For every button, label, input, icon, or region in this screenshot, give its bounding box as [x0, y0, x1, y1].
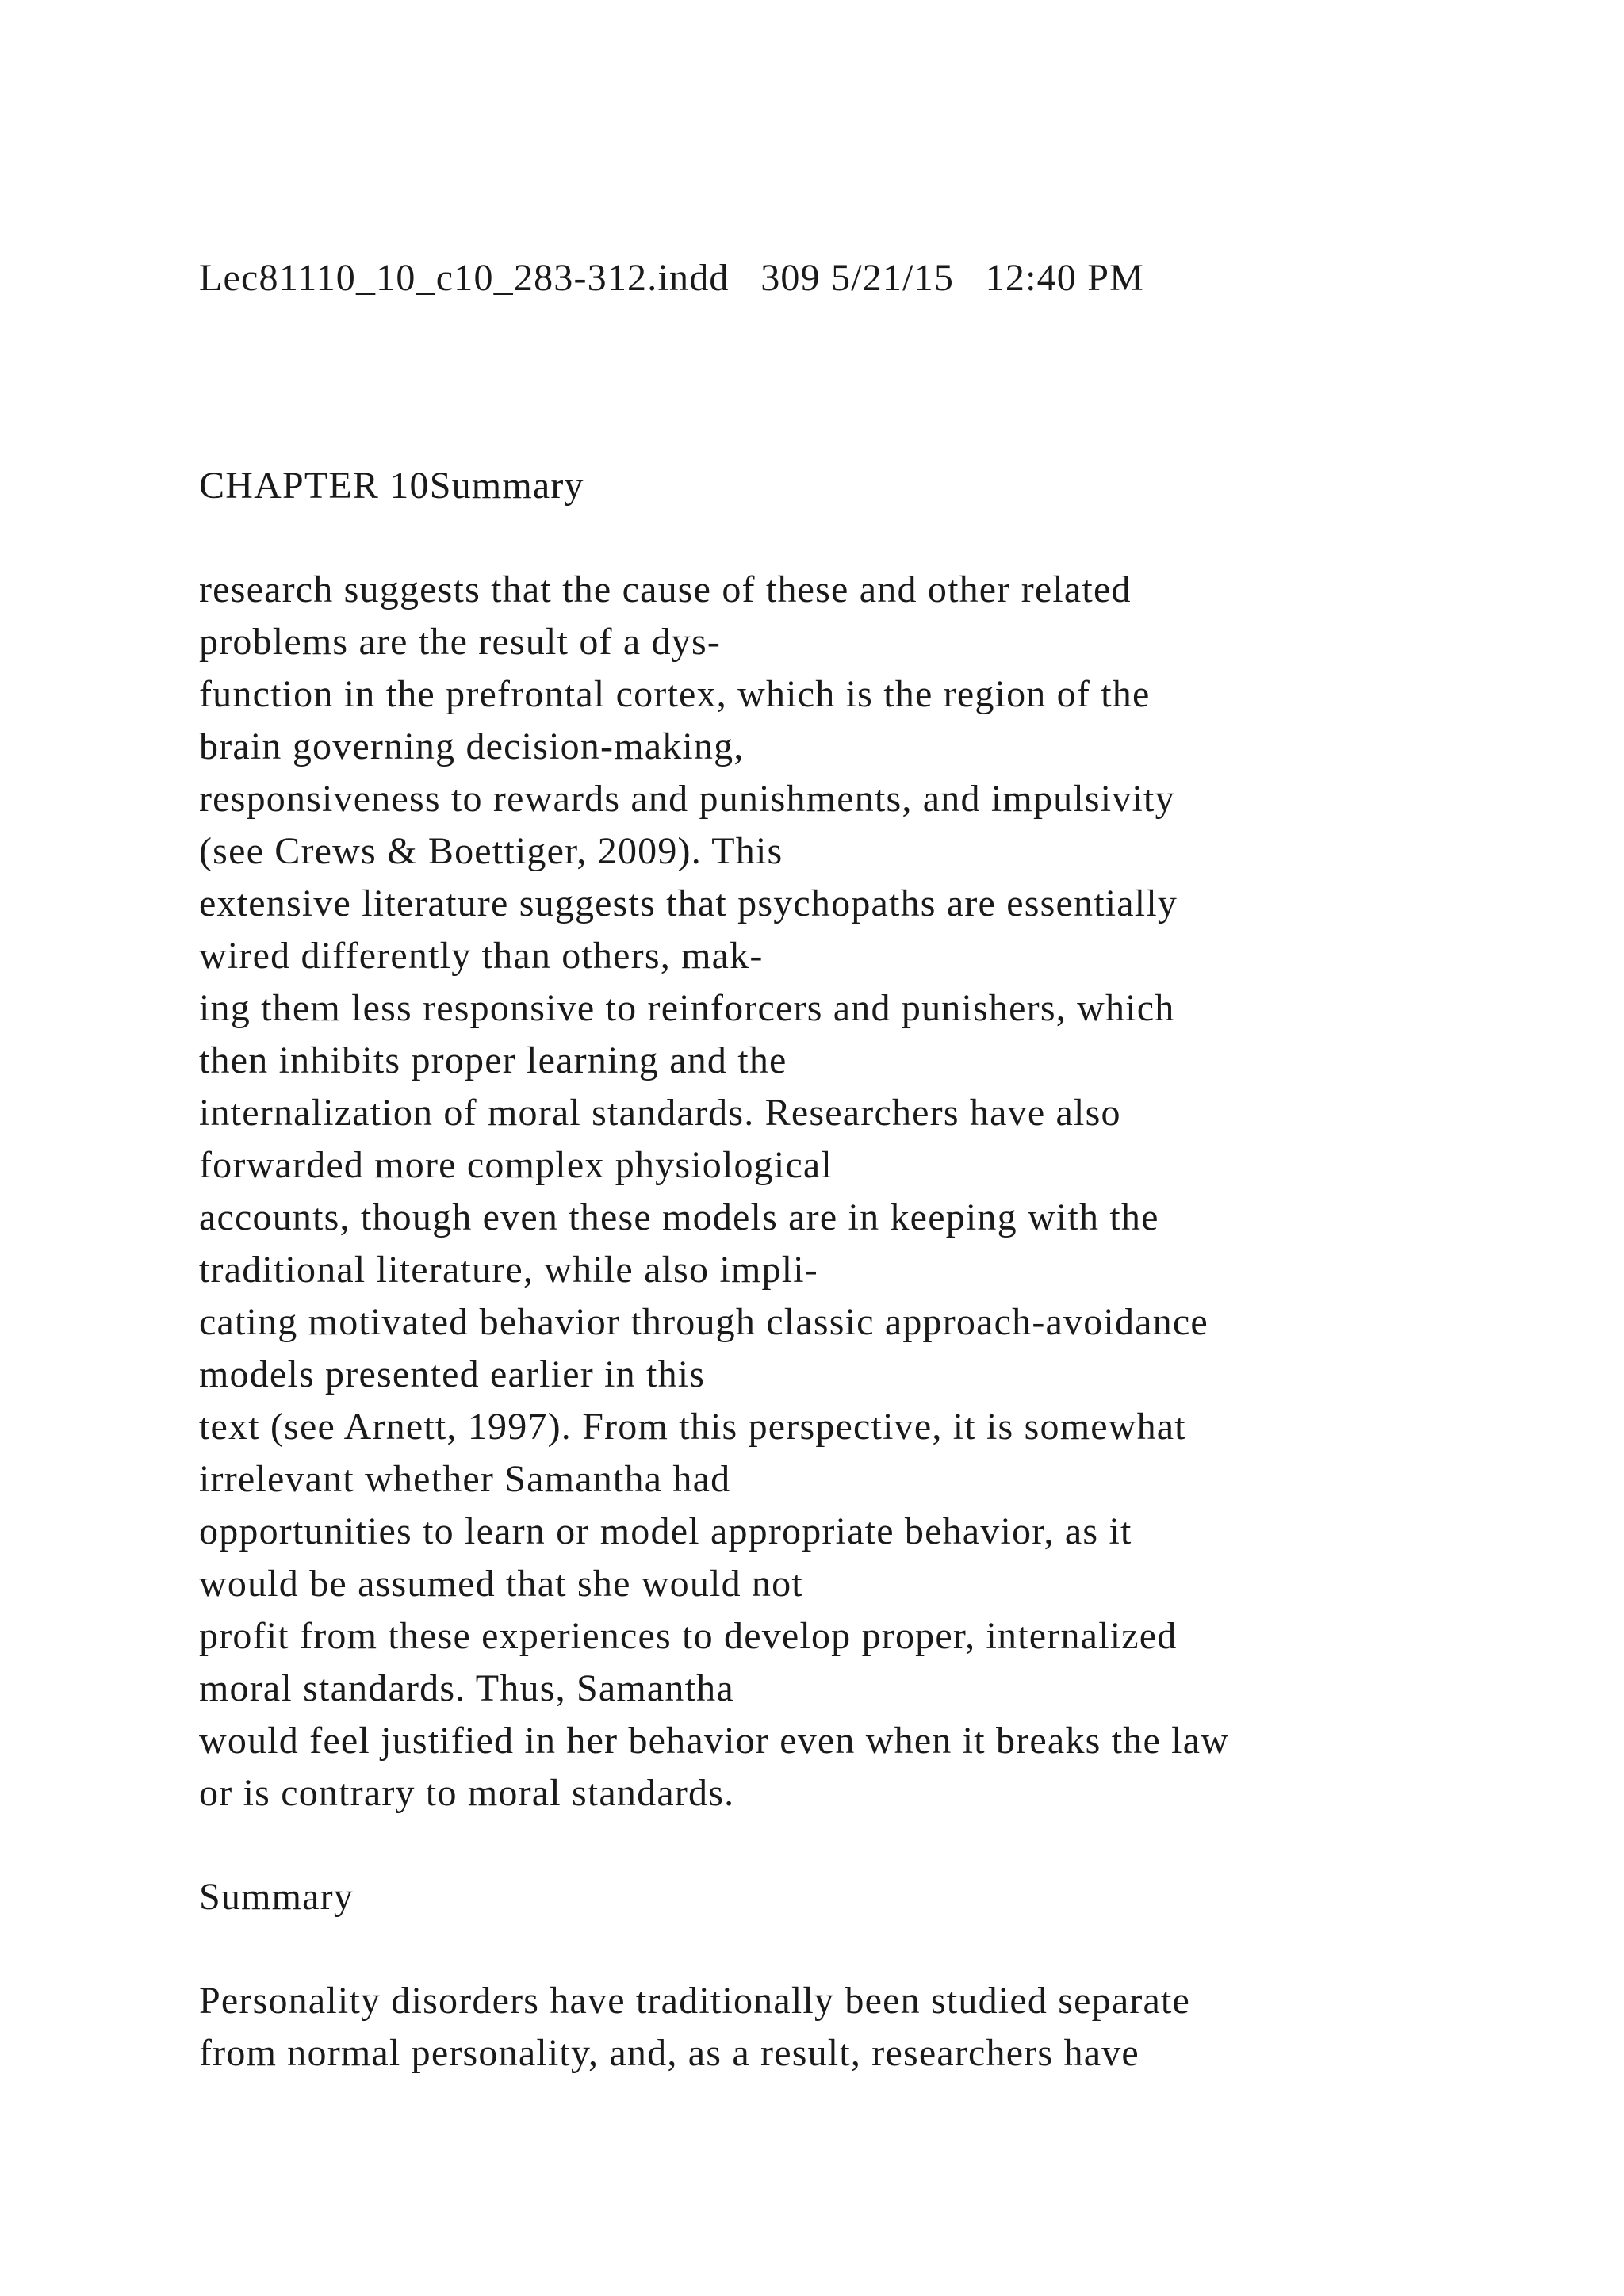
paragraph-line: accounts, though even these models are in keeping with the	[199, 1196, 1159, 1238]
paragraph-line: would be assumed that she would not	[199, 1563, 803, 1605]
paragraph-line: Personality disorders have traditionally been studied separate	[199, 1980, 1191, 2022]
paragraph-line: from normal personality, and, as a result, researchers have	[199, 2032, 1139, 2074]
paragraph-line: traditional literature, while also impli-	[199, 1249, 818, 1291]
paragraph-line: cating motivated behavior through classic approach-avoidance	[199, 1301, 1208, 1343]
paragraph-line: function in the prefrontal cortex, which is the region of the	[199, 673, 1151, 715]
paragraph-line: profit from these experiences to develop proper, internalized	[199, 1615, 1178, 1657]
section-heading: Summary	[199, 1876, 354, 1918]
paragraph-line: extensive literature suggests that psychopaths are essentially	[199, 882, 1178, 924]
paragraph-line: brain governing decision-making,	[199, 725, 745, 767]
paragraph-line: then inhibits proper learning and the	[199, 1039, 787, 1081]
paragraph-line: moral standards. Thus, Samantha	[199, 1667, 734, 1709]
paragraph-line: research suggests that the cause of these and other related	[199, 568, 1132, 610]
paragraph-line: opportunities to learn or model appropriate behavior, as it	[199, 1510, 1132, 1552]
paragraph-line: (see Crews & Boettiger, 2009). This	[199, 830, 783, 872]
paragraph-line: forwarded more complex physiological	[199, 1144, 833, 1186]
paragraph-line: problems are the result of a dys-	[199, 621, 722, 663]
file-info-line: Lec81110_10_c10_283-312.indd 309 5/21/15 12:40 PM	[199, 257, 1144, 299]
paragraph-line: irrelevant whether Samantha had	[199, 1458, 731, 1500]
paragraph-line: responsiveness to rewards and punishments, and impulsivity	[199, 778, 1175, 820]
paragraph-line: internalization of moral standards. Researchers have also	[199, 1092, 1121, 1134]
paragraph-line: text (see Arnett, 1997). From this perspective, it is somewhat	[199, 1406, 1186, 1448]
chapter-heading: CHAPTER 10Summary	[199, 465, 584, 507]
paragraph-line: wired differently than others, mak-	[199, 935, 764, 977]
paragraph-line: ing them less responsive to reinforcers and punishers, which	[199, 987, 1175, 1029]
paragraph-line: models presented earlier in this	[199, 1353, 706, 1395]
paragraph-line: would feel justified in her behavior even when it breaks the law	[199, 1720, 1230, 1762]
paragraph-line: or is contrary to moral standards.	[199, 1772, 735, 1814]
